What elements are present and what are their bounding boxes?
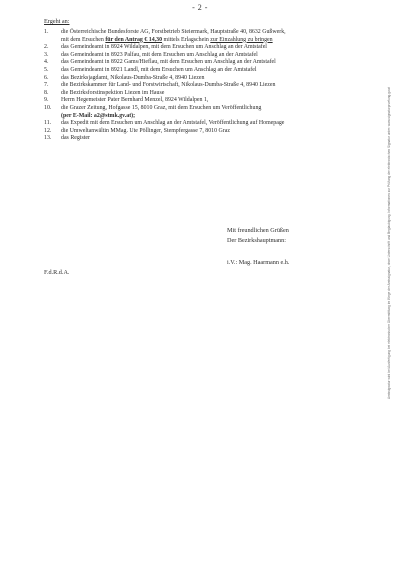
- page-number: - 2 -: [192, 3, 208, 12]
- item-text: die Bezirkskammer für Land- und Forstwirtschaft, Nikolaus-Dumba-Straße 4, 8940 Liezen: [61, 82, 276, 89]
- side-margin-note: [383, 87, 395, 400]
- item-text: das Gemeindeamt in 8924 Wildalpen, mit dem Ersuchen um Anschlag an der Amtstafel: [61, 44, 267, 51]
- distribution-list: [44, 29, 389, 143]
- item-number: 6.: [44, 74, 49, 81]
- signature-line: i.V.: Mag. Haarmann e.h.: [227, 259, 290, 266]
- email-note: (per E-Mail: a2@stmk.gv.at);: [61, 112, 136, 119]
- item-text-plain: mittels Erlagschein: [162, 36, 211, 43]
- item-number: 4.: [44, 59, 49, 66]
- item-text: die Grazer Zeitung, Hofgasse 15, 8010 Graz, mit dem Ersuchen um Veröffentlichung: [61, 104, 262, 111]
- item-text: das Register: [61, 135, 90, 142]
- item-number: 3.: [44, 51, 49, 58]
- item-text: die Umweltanwältin MMag. Ute Pöllinger, Stempfergasse 7, 8010 Graz: [61, 127, 230, 134]
- item-number: 2.: [44, 44, 49, 51]
- list-item: [44, 105, 389, 120]
- item-number: 9.: [44, 97, 49, 104]
- item-text: Herrn Hegemeister Pater Bernhard Menzel, 8924 Wildalpen 1,: [61, 97, 209, 104]
- item-number: 1.: [44, 29, 49, 35]
- certification-mark: F.d.R.d.A.: [44, 269, 70, 276]
- payment-note: zur Einzahlung zu bringen: [210, 36, 273, 43]
- list-item: [44, 44, 389, 52]
- list-item: [44, 97, 389, 105]
- item-text-plain: mit dem Ersuchen: [61, 36, 106, 43]
- closing-block: [227, 226, 289, 245]
- item-number: 11.: [44, 120, 52, 127]
- list-item: [44, 29, 389, 44]
- item-text: das Expedit mit dem Ersuchen um Anschlag an der Amtstafel, Veröffentlichung auf Homepage: [61, 120, 285, 127]
- item-text: das Bezirksjagdamt, Nikolaus-Dumba-Straße 4, 8940 Liezen: [61, 74, 205, 81]
- distribution-heading: Ergeht an:: [44, 18, 70, 25]
- list-item: [44, 90, 389, 98]
- amount-highlight: für den Antrag € 14,30: [105, 36, 163, 43]
- item-number: 12.: [44, 127, 52, 134]
- list-item: [44, 59, 389, 67]
- item-text: das Gemeindeamt in 8922 Gams/Hieflau, mit dem Ersuchen um Anschlag an der Amtstafel: [61, 59, 276, 66]
- list-item: [44, 82, 389, 90]
- item-number: 10.: [44, 104, 52, 111]
- item-number: 5.: [44, 66, 49, 73]
- closing-title: Der Bezirkshauptmann:: [227, 236, 286, 244]
- item-number: 8.: [44, 89, 49, 96]
- item-text: das Gemeindeamt in 8921 Landl, mit dem Ersuchen um Anschlag an der Amtstafel: [61, 66, 257, 73]
- list-item: [44, 135, 389, 143]
- list-item: [44, 120, 389, 128]
- item-number: 13.: [44, 135, 52, 142]
- list-item: [44, 67, 389, 75]
- side-note-text: Amtssignatur wird bei Ausfertigung bei elektronischer Übermittlung im Wege der Amtssignatur, ohne Unterschrift und Beglaubigung. Informationen zur Prüfung der elektronischen Signatur unter: www.signaturpruefung.gv.at: [387, 87, 391, 399]
- item-text: die Österreichische Bundesforste AG, Forstbetrieb Steiermark, Hauptstraße 40, 8632 Gußwerk,: [61, 29, 286, 35]
- item-number: 7.: [44, 82, 49, 89]
- item-text: das Gemeindeamt in 8923 Palfau, mit dem Ersuchen um Anschlag an der Amtstafel: [61, 51, 258, 58]
- list-item: [44, 128, 389, 136]
- item-text: die Bezirksforstinspektion Liezen im Hause: [61, 89, 165, 96]
- closing-greeting: Mit freundlichen Grüßen: [227, 227, 289, 234]
